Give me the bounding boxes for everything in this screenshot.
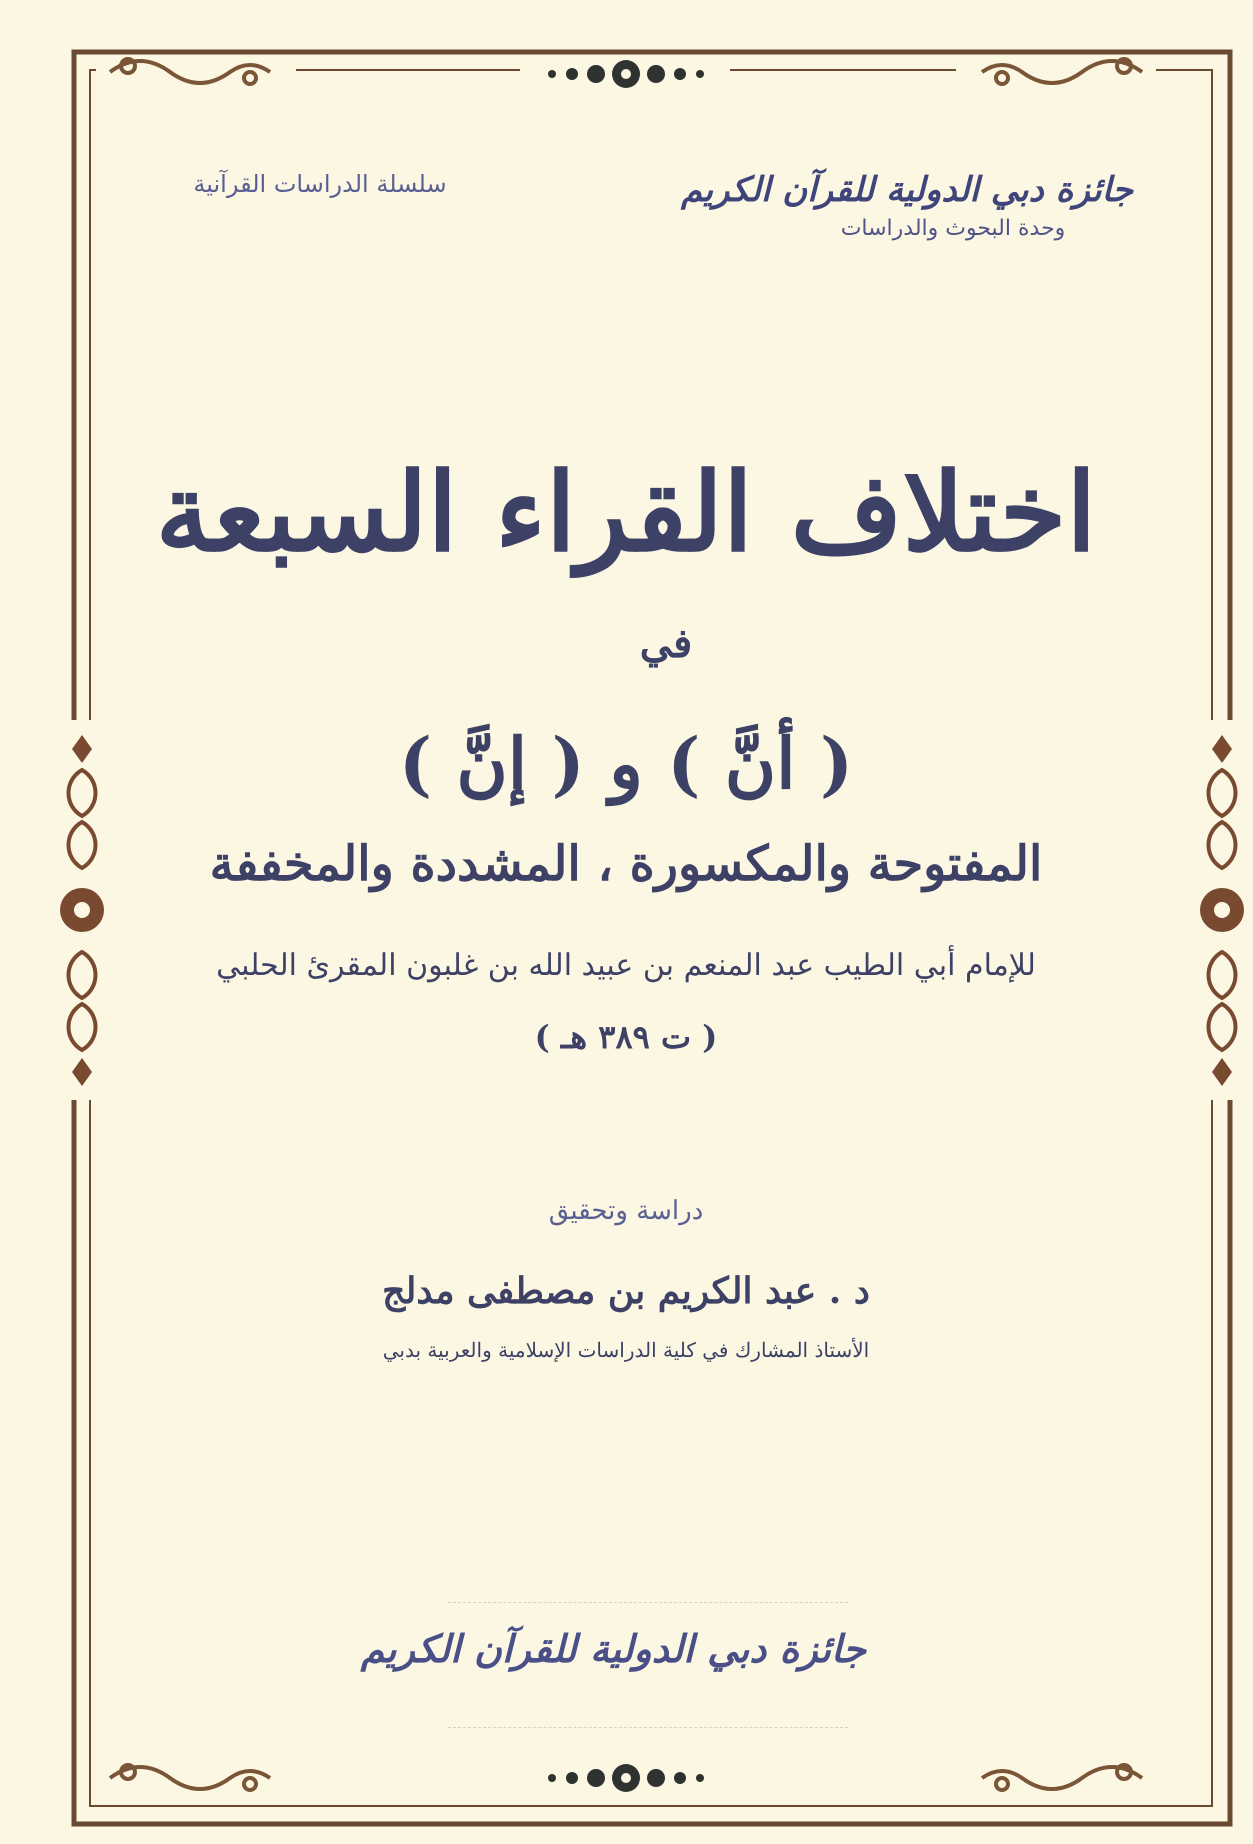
study-label: دراسة وتحقيق bbox=[548, 1196, 704, 1226]
death-date: ( ت ٣٨٩ هـ ) bbox=[534, 1018, 718, 1056]
publisher-block bbox=[680, 168, 1133, 246]
book-subtitle: المفتوحة والمكسورة ، المشددة والمخففة bbox=[209, 836, 1043, 892]
publisher-name: جائزة دبي الدولية للقرآن الكريم bbox=[680, 170, 1133, 210]
footer-logo: جائزة دبي الدولية للقرآن الكريم bbox=[360, 1626, 866, 1671]
top-ornament-icon bbox=[520, 56, 730, 92]
bottom-left-scroll-icon bbox=[96, 1762, 296, 1794]
editor-name: د . عبد الكريم بن مصطفى مدلج bbox=[382, 1270, 870, 1312]
book-title: اختلاف القراء السبعة bbox=[155, 450, 1097, 576]
left-side-ornament-icon bbox=[56, 720, 116, 1100]
anna-inna-line: ( أنَّ ) و ( إنَّ ) bbox=[398, 722, 854, 805]
top-left-scroll-icon bbox=[96, 56, 296, 88]
editor-affiliation: الأستاذ المشارك في كلية الدراسات الإسلامية والعربية بدبي bbox=[382, 1338, 870, 1362]
top-right-scroll-icon bbox=[956, 56, 1156, 88]
right-side-ornament-icon bbox=[1192, 720, 1252, 1100]
series-label: سلسلة الدراسات القرآنية bbox=[193, 170, 447, 198]
publisher-unit: وحدة البحوث والدراسات bbox=[840, 216, 1066, 241]
original-author: للإمام أبي الطيب عبد المنعم بن عبيد الله بن غلبون المقرئ الحلبي bbox=[216, 948, 1036, 983]
bottom-right-scroll-icon bbox=[956, 1762, 1156, 1794]
title-connector: في bbox=[639, 620, 693, 667]
bottom-ornament-icon bbox=[520, 1760, 730, 1796]
